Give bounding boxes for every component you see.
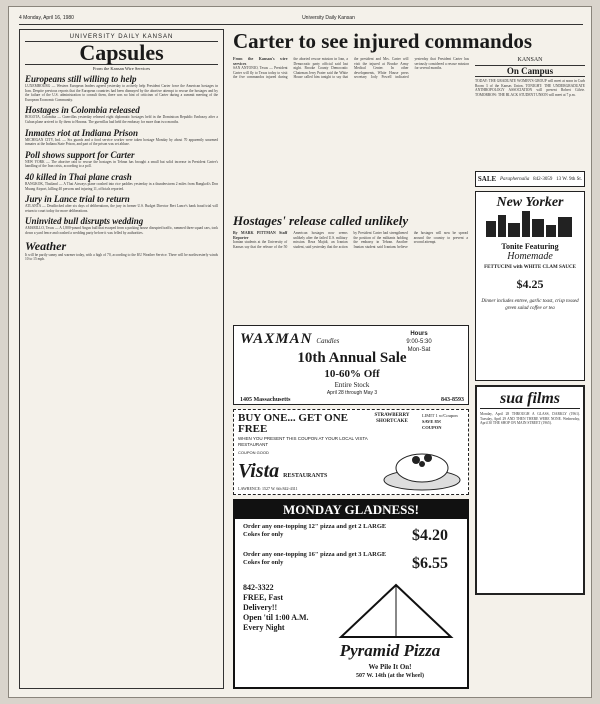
hostages-story-byline: By MARK PITTMAN Staff Reporter <box>233 231 288 240</box>
sua-films-ad <box>475 385 585 595</box>
brief-text: LUXEMBOURG — Western European leaders agreed yesterday to actively help President Carter force the American hostages in Iran. Despite previous reports that the European countries had been dismayed by the abortive attempt to rescue the hostages and by the failure of the U.S. administration to consult them, there was no hint of criticism of Carter during a summit meeting of the European Economic Community. <box>25 84 218 102</box>
waxman-address: 1405 Massachusetts <box>240 397 291 403</box>
brief-item <box>25 74 218 102</box>
capsules-kicker: UNIVERSITY DAILY KANSAN <box>69 34 174 40</box>
waxman-hours-time: 9:00-5:30 <box>406 339 432 345</box>
waxman-candles-ad <box>233 325 469 405</box>
new-yorker-dish: FETTUCINI with WHITE CLAM SAUCE <box>484 265 576 270</box>
on-campus-kicker: KANSAN <box>517 57 543 63</box>
new-yorker-special: Homemade <box>507 251 553 262</box>
waxman-sale-headline: 10th Annual Sale <box>297 350 407 366</box>
vista-instructions: WHEN YOU PRESENT THIS COUPON AT YOUR LOCAL VISTA RESTAURANT <box>238 436 368 447</box>
brief-headline: Inmates riot at Indiana Prison <box>25 127 139 138</box>
capsules-column <box>19 29 224 689</box>
pyramid-brand: Pyramid Pizza <box>339 641 441 660</box>
waxman-dates: April 28 through May 3 <box>326 390 378 396</box>
main-story-body <box>233 57 469 207</box>
pyramid-hours: Open 'til 1:00 A.M. Every Night <box>243 613 309 632</box>
pyramid-offer-1: Order any one-topping 12" pizza and get 2 LARGE Cokes for only <box>243 523 387 538</box>
brief-headline: Jury in Lance trial to return <box>25 194 130 205</box>
hostages-story-text: Iranian students at the University of Kansas say that the release of the 50 American hostages now seems unlikely after the failed U.S. military mission. Reza Majidi, an Iranian student, said yesterday that the action by President Carter had strengthened the position of the militants holding the embassy in Tehran. Another Iranian student said Iranians believe the hostages will now be spread around the country to prevent a second attempt. <box>233 231 468 249</box>
brief-item <box>25 150 218 169</box>
pyramid-headline: MONDAY GLADNESS! <box>235 501 467 519</box>
waxman-phone: 843-8593 <box>441 397 464 403</box>
new-yorker-description: Dinner includes entree, garlic toast, crisp tossed green salad coffee or tea <box>481 299 579 311</box>
waxman-hours-days: Mon-Sat <box>407 347 431 353</box>
brief-text: It will be partly sunny and warmer today, with a high of 70, according to the KU Weather Service. There will be northwesterly winds 10 to 15 mph. <box>25 252 218 262</box>
brief-text: NEW YORK — The abortive raid to rescue the hostages in Tehran has brought a small but solid increase in President Carter's handling of the Iran crisis, according to a poll. <box>25 159 218 169</box>
vista-coupon-ad <box>233 409 469 495</box>
waxman-brand-sub: Candles <box>316 337 340 345</box>
on-campus-text: TODAY: THE GRADUATE WOMEN'S GROUP will meet at noon in Curb Room 3 of the Kansas Union. TONIGHT: THE UNDERGRADUATE ANTHROPOLOGY ASSOCIATION will present Robert Gilvie. TOMORROW: THE BLACK STUDENT UNION will meet at 7 p.m. <box>475 79 585 97</box>
brief-item <box>25 128 218 147</box>
waxman-entire-stock: Entire Stock <box>334 381 370 389</box>
brief-item <box>25 172 218 191</box>
brief-text: BANGKOK, Thailand — A Thai Airways plane crashed into rice paddies yesterday in a thunderstorm 2 miles from Bangkok's Don Muang Airport, killing 40 persons and injuring 11, officials reported. <box>25 181 218 191</box>
pyramid-price-2: $6.55 <box>412 555 448 572</box>
brief-headline: Hostages in Colombia released <box>25 105 140 116</box>
pyramid-illustration <box>331 581 461 641</box>
shortcake-illustration <box>380 438 464 492</box>
paraphernalia-sale: SALE <box>477 175 497 183</box>
waxman-hours-label: Hours <box>410 331 428 337</box>
brief-headline: Weather <box>25 238 67 253</box>
brief-item <box>25 216 218 235</box>
vista-headline: BUY ONE... GET ONE FREE <box>238 412 349 435</box>
brief-text: BOGOTA, Colombia — Guerrillas yesterday released eight diplomatic hostages held in the Dominican Republic Embassy after a Cuban plane arrived to fly them to Havana. The guerrillas had held the embassy for more than two months. <box>25 115 218 124</box>
page-folio <box>19 15 583 25</box>
new-yorker-price: $4.25 <box>516 277 544 291</box>
hostages-headline: Hostages' release called unlikely <box>233 213 409 228</box>
brief-headline: 40 killed in Thai plane crash <box>25 171 132 182</box>
folio-paper-name: University Daily Kansan <box>302 15 355 21</box>
right-column <box>475 57 585 595</box>
brief-headline: Europeans still willing to help <box>25 74 137 84</box>
vista-item: STRAWBERRY SHORTCAKE <box>374 413 410 424</box>
new-yorker-title: New Yorker <box>496 195 564 210</box>
brief-text: ATLANTA — Deadlocked after six days of deliberations, the jury in former U.S. Budget Director Bert Lance's bank fraud trial will return to court today for more deliberations. <box>25 204 218 213</box>
brief-text: MICHIGAN CITY, Ind. — Six guards and a food service worker were taken hostage Monday by about 70 apparently unarmed inmates at the Indiana State Prison, and part of the prison was set ablaze. <box>25 137 218 147</box>
pyramid-address: 507 W. 14th (at the Wheel) <box>356 673 424 679</box>
paraphernalia-phone: 842-3059 <box>533 176 553 182</box>
brief-item <box>25 105 218 124</box>
paraphernalia-ad <box>475 171 585 187</box>
capsules-subtitle: From the Kansan Wire Services <box>92 66 151 71</box>
vista-coupon-label: COUPON <box>422 425 442 430</box>
brief-item <box>25 194 218 213</box>
main-headline: Carter to see injured commandos <box>233 29 533 53</box>
sua-films-title: sua films <box>480 390 580 409</box>
vista-save: SAVE 85¢ <box>422 419 442 424</box>
new-yorker-ad <box>475 191 585 381</box>
pyramid-slogan: We Pile It On! <box>368 663 412 671</box>
vista-expires: COUPON GOOD <box>238 450 269 455</box>
main-story-byline: From the Kansan's wire services <box>233 57 288 66</box>
newspaper-page <box>8 6 592 698</box>
pyramid-offer-2: Order any one-topping 16" pizza and get 3 LARGE Cokes for only <box>243 551 387 566</box>
vista-brand-sub: RESTAURANTS <box>283 473 328 479</box>
brief-item <box>25 239 218 262</box>
vista-brand: Vista <box>238 460 280 482</box>
brief-headline: Poll shows support for Carter <box>25 149 135 160</box>
main-story-text: SAN ANTONIO, Texas — President Carter will fly to Texas today to visit the five commandos injured during the aborted rescue mission in Iran, a Democratic party official said last night. Brooke County Democratic Chairman Jerry Prater said the White House called him tonight to say that the president and Mrs. Carter will visit the injured at Brooke Army Medical Center. In other developments, White House press secretary Jody Powell indicated yesterday that President Carter has seriously considered a rescue mission for several months. <box>233 57 469 79</box>
brief-text: AMARILLO, Texas — A 1,800-pound Angus bull that escaped from a packing house disrupted traffic, rammed three squad cars, took down a yard fence and crashed a wedding party before it was felled by authorities. <box>25 226 218 235</box>
pyramid-price-1: $4.20 <box>412 527 448 544</box>
pyramid-phone: 842-3322 <box>243 583 274 592</box>
hostages-story-body <box>233 231 468 321</box>
capsules-title: Capsules <box>25 41 218 65</box>
sua-films-text: Monday, April 28 THROUGH A GLASS, DARKLY (1961). Tuesday, April 29 AND THEN THERE WERE NONE. Wednesday, April 30 THE SHOP ON MAIN STREET (1965). <box>480 412 580 425</box>
on-campus-title: On Campus <box>475 65 585 77</box>
waxman-discount: 10-60% Off <box>324 368 380 380</box>
skyline-illustration <box>482 211 578 237</box>
pyramid-pizza-ad <box>233 499 469 689</box>
brief-headline: Uninvited bull disrupts wedding <box>25 216 144 227</box>
paraphernalia-name: Paraphernalia <box>499 176 530 182</box>
folio-date: 4 Monday, April 16, 1980 <box>19 15 74 21</box>
paraphernalia-address: 13 W. 9th St. <box>556 176 583 182</box>
pyramid-free-delivery: FREE, Fast Delivery!! <box>243 593 283 612</box>
waxman-brand: WAXMAN <box>240 331 313 347</box>
vista-address: LAWRENCE: 1527 W. 6th 842-4311 <box>238 486 298 491</box>
vista-limit: LIMIT 1 w/Coupon <box>422 413 458 418</box>
new-yorker-subtitle: Tonite Featuring <box>501 242 559 251</box>
